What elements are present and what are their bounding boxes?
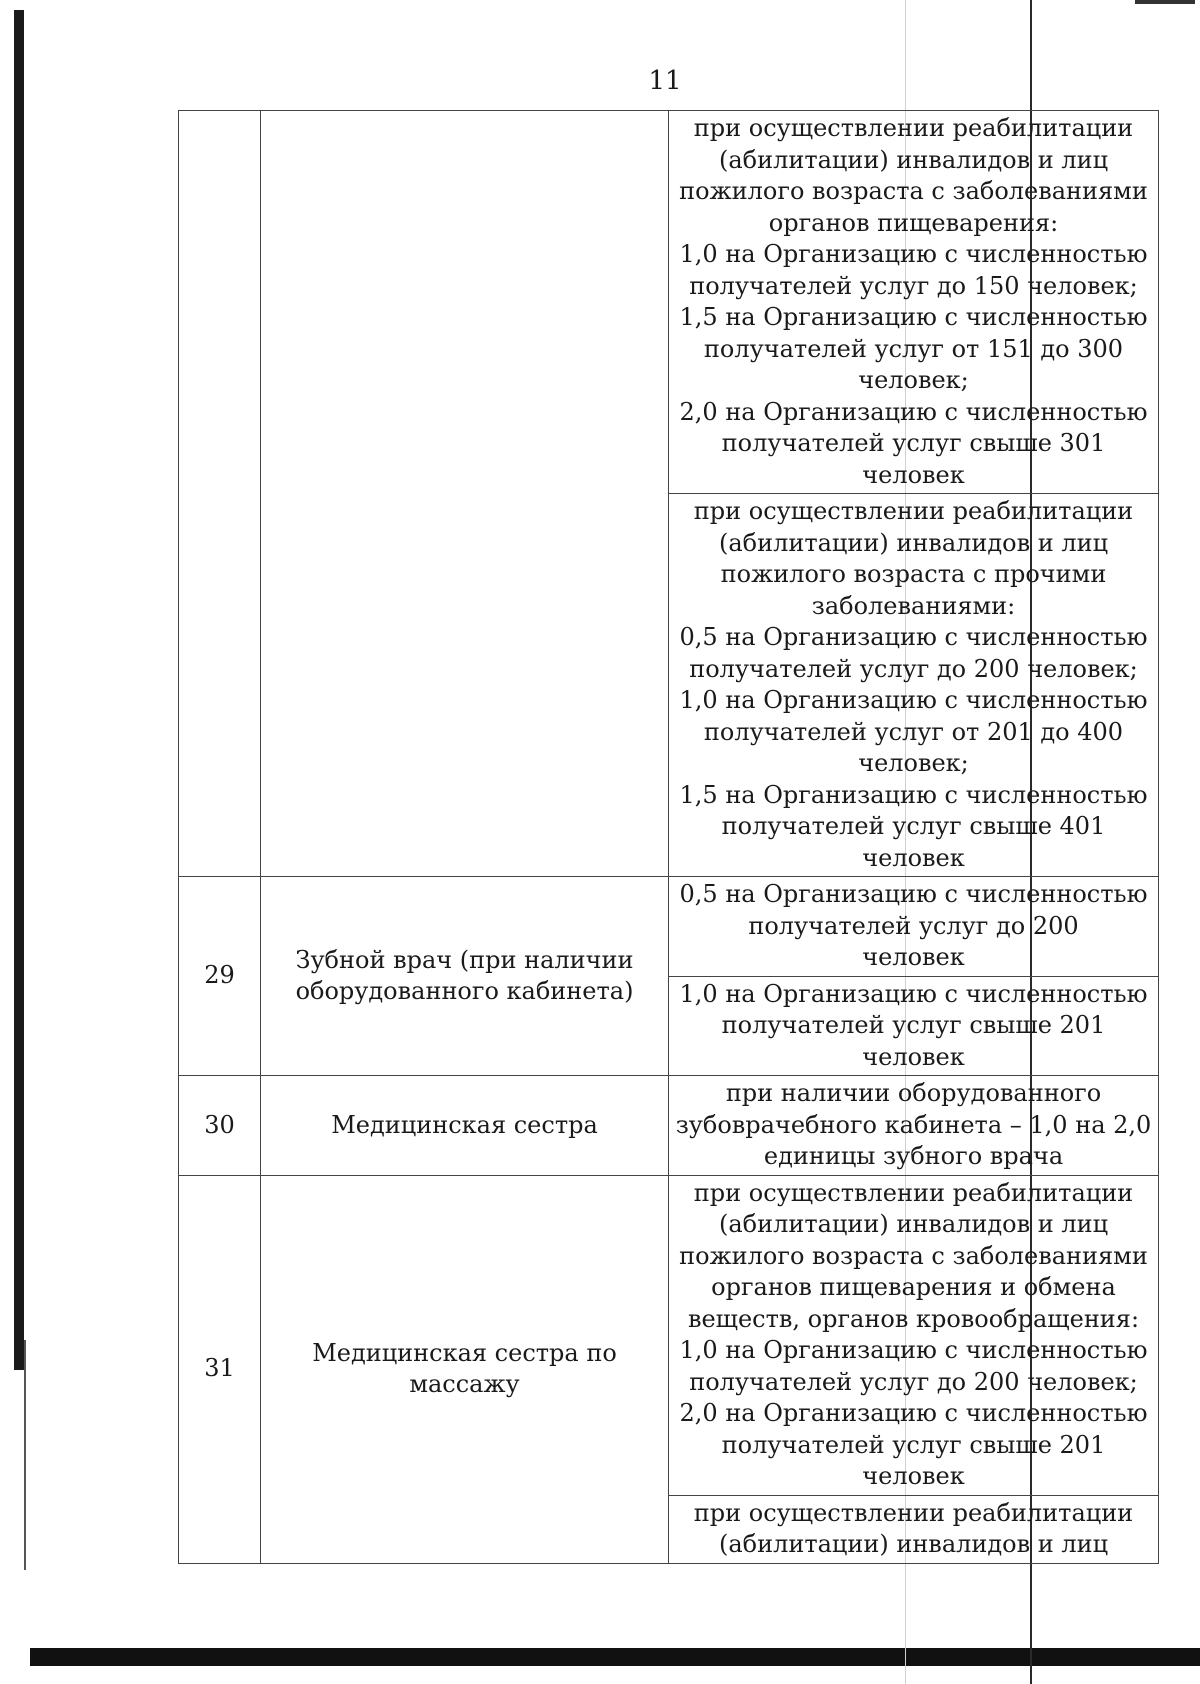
norm-cell [669,976,1159,1076]
table-row [179,1076,1159,1176]
row-number [179,111,261,877]
norm-line: (абилитации) инвалидов и лиц [718,528,1109,557]
norm-line: (абилитации) инвалидов и лиц [718,1210,1109,1238]
norm-line: получателей услуг до 200 [748,911,1079,940]
norm-line: человек [862,460,965,489]
page-number: 11 [648,66,682,96]
norm-line: веществ, органов кровообращения: [687,1304,1140,1333]
position-name-line: Медицинская сестра [331,1110,598,1139]
norm-line: 0,5 на Организацию с численностью [679,623,1148,651]
table-row [179,1175,1159,1495]
norm-line: человек [862,1042,965,1071]
norm-line: при наличии оборудованного [725,1079,1102,1107]
norm-line: 2,0 на Организацию с численностью [679,1399,1148,1427]
scan-edge-top-right [1135,0,1195,4]
norm-line: зубоврачебного кабинета – 1,0 на 2,0 [675,1110,1152,1139]
scan-edge-left [14,10,24,1370]
norm-line: человек; [858,749,969,777]
norm-line: заболеваниями: [811,591,1016,620]
norm-line: 1,0 на Организацию с численностью [679,686,1148,714]
position-name-line: Зубной врач (при наличии [295,945,634,974]
norm-line: 1,0 на Организацию с численностью [679,979,1148,1008]
norm-line: единицы зубного врача [763,1142,1064,1170]
norm-line: получателей услуг свыше 201 [721,1011,1106,1039]
norm-line: 2,0 на Организацию с численностью [679,397,1148,426]
norm-line: (абилитации) инвалидов и лиц [718,1530,1109,1558]
table-row [179,877,1159,977]
norm-line: получателей услуг до 200 человек; [689,1367,1138,1396]
norm-line: при осуществлении реабилитации [693,1178,1134,1207]
position-name [261,111,669,877]
norm-cell [669,1495,1159,1563]
norm-line: получателей услуг до 150 человек; [689,271,1138,300]
row-number: 30 [179,1076,261,1176]
norm-cell [669,111,1159,494]
norm-line: пожилого возраста с прочими [720,560,1107,588]
norm-line: получателей услуг свыше 301 [721,429,1106,457]
position-name-line: Медицинская сестра по [312,1338,617,1367]
norm-cell [669,1076,1159,1176]
norm-line: 1,0 на Организацию с численностью [679,240,1148,268]
norm-line: (абилитации) инвалидов и лиц [718,145,1109,174]
norm-line: пожилого возраста с заболеваниями [679,1241,1148,1270]
position-name [261,1076,669,1176]
norm-cell [669,1175,1159,1495]
norm-line: 1,5 на Организацию с численностью [679,780,1148,809]
norm-line: получателей услуг свыше 401 [721,812,1106,840]
position-name [261,877,669,1076]
norm-line: при осуществлении реабилитации [693,114,1134,142]
norm-line: 1,5 на Организацию с численностью [679,303,1148,331]
norm-line: человек [862,1462,965,1490]
norm-line: органов пищеварения: [768,208,1059,237]
norm-line: 1,0 на Организацию с численностью [679,1336,1148,1364]
position-name-line: оборудованного кабинета) [295,977,634,1005]
norm-line: при осуществлении реабилитации [693,497,1134,525]
staff-norms-table [178,110,1159,1564]
row-number: 29 [179,877,261,1076]
scan-edge-left-thin [24,1340,26,1570]
position-name [261,1175,669,1563]
position-name-line: массажу [409,1370,520,1398]
norm-line: получателей услуг от 201 до 400 [703,717,1124,746]
norm-line: получателей услуг от 151 до 300 [703,334,1124,363]
norm-line: человек [862,943,965,971]
norm-line: органов пищеварения и обмена [711,1273,1116,1301]
norm-line: получателей услуг до 200 человек; [689,654,1138,683]
norm-line: при осуществлении реабилитации [693,1498,1134,1527]
norm-line: 0,5 на Организацию с численностью [679,880,1148,908]
table-row [179,111,1159,494]
norm-cell [669,494,1159,877]
norm-line: получателей услуг свыше 201 [721,1430,1106,1459]
norm-line: человек; [858,366,969,394]
norm-line: человек [862,843,965,872]
norm-line: пожилого возраста с заболеваниями [679,177,1148,205]
scan-edge-bottom [30,1648,1200,1666]
row-number: 31 [179,1175,261,1563]
norm-cell [669,877,1159,977]
